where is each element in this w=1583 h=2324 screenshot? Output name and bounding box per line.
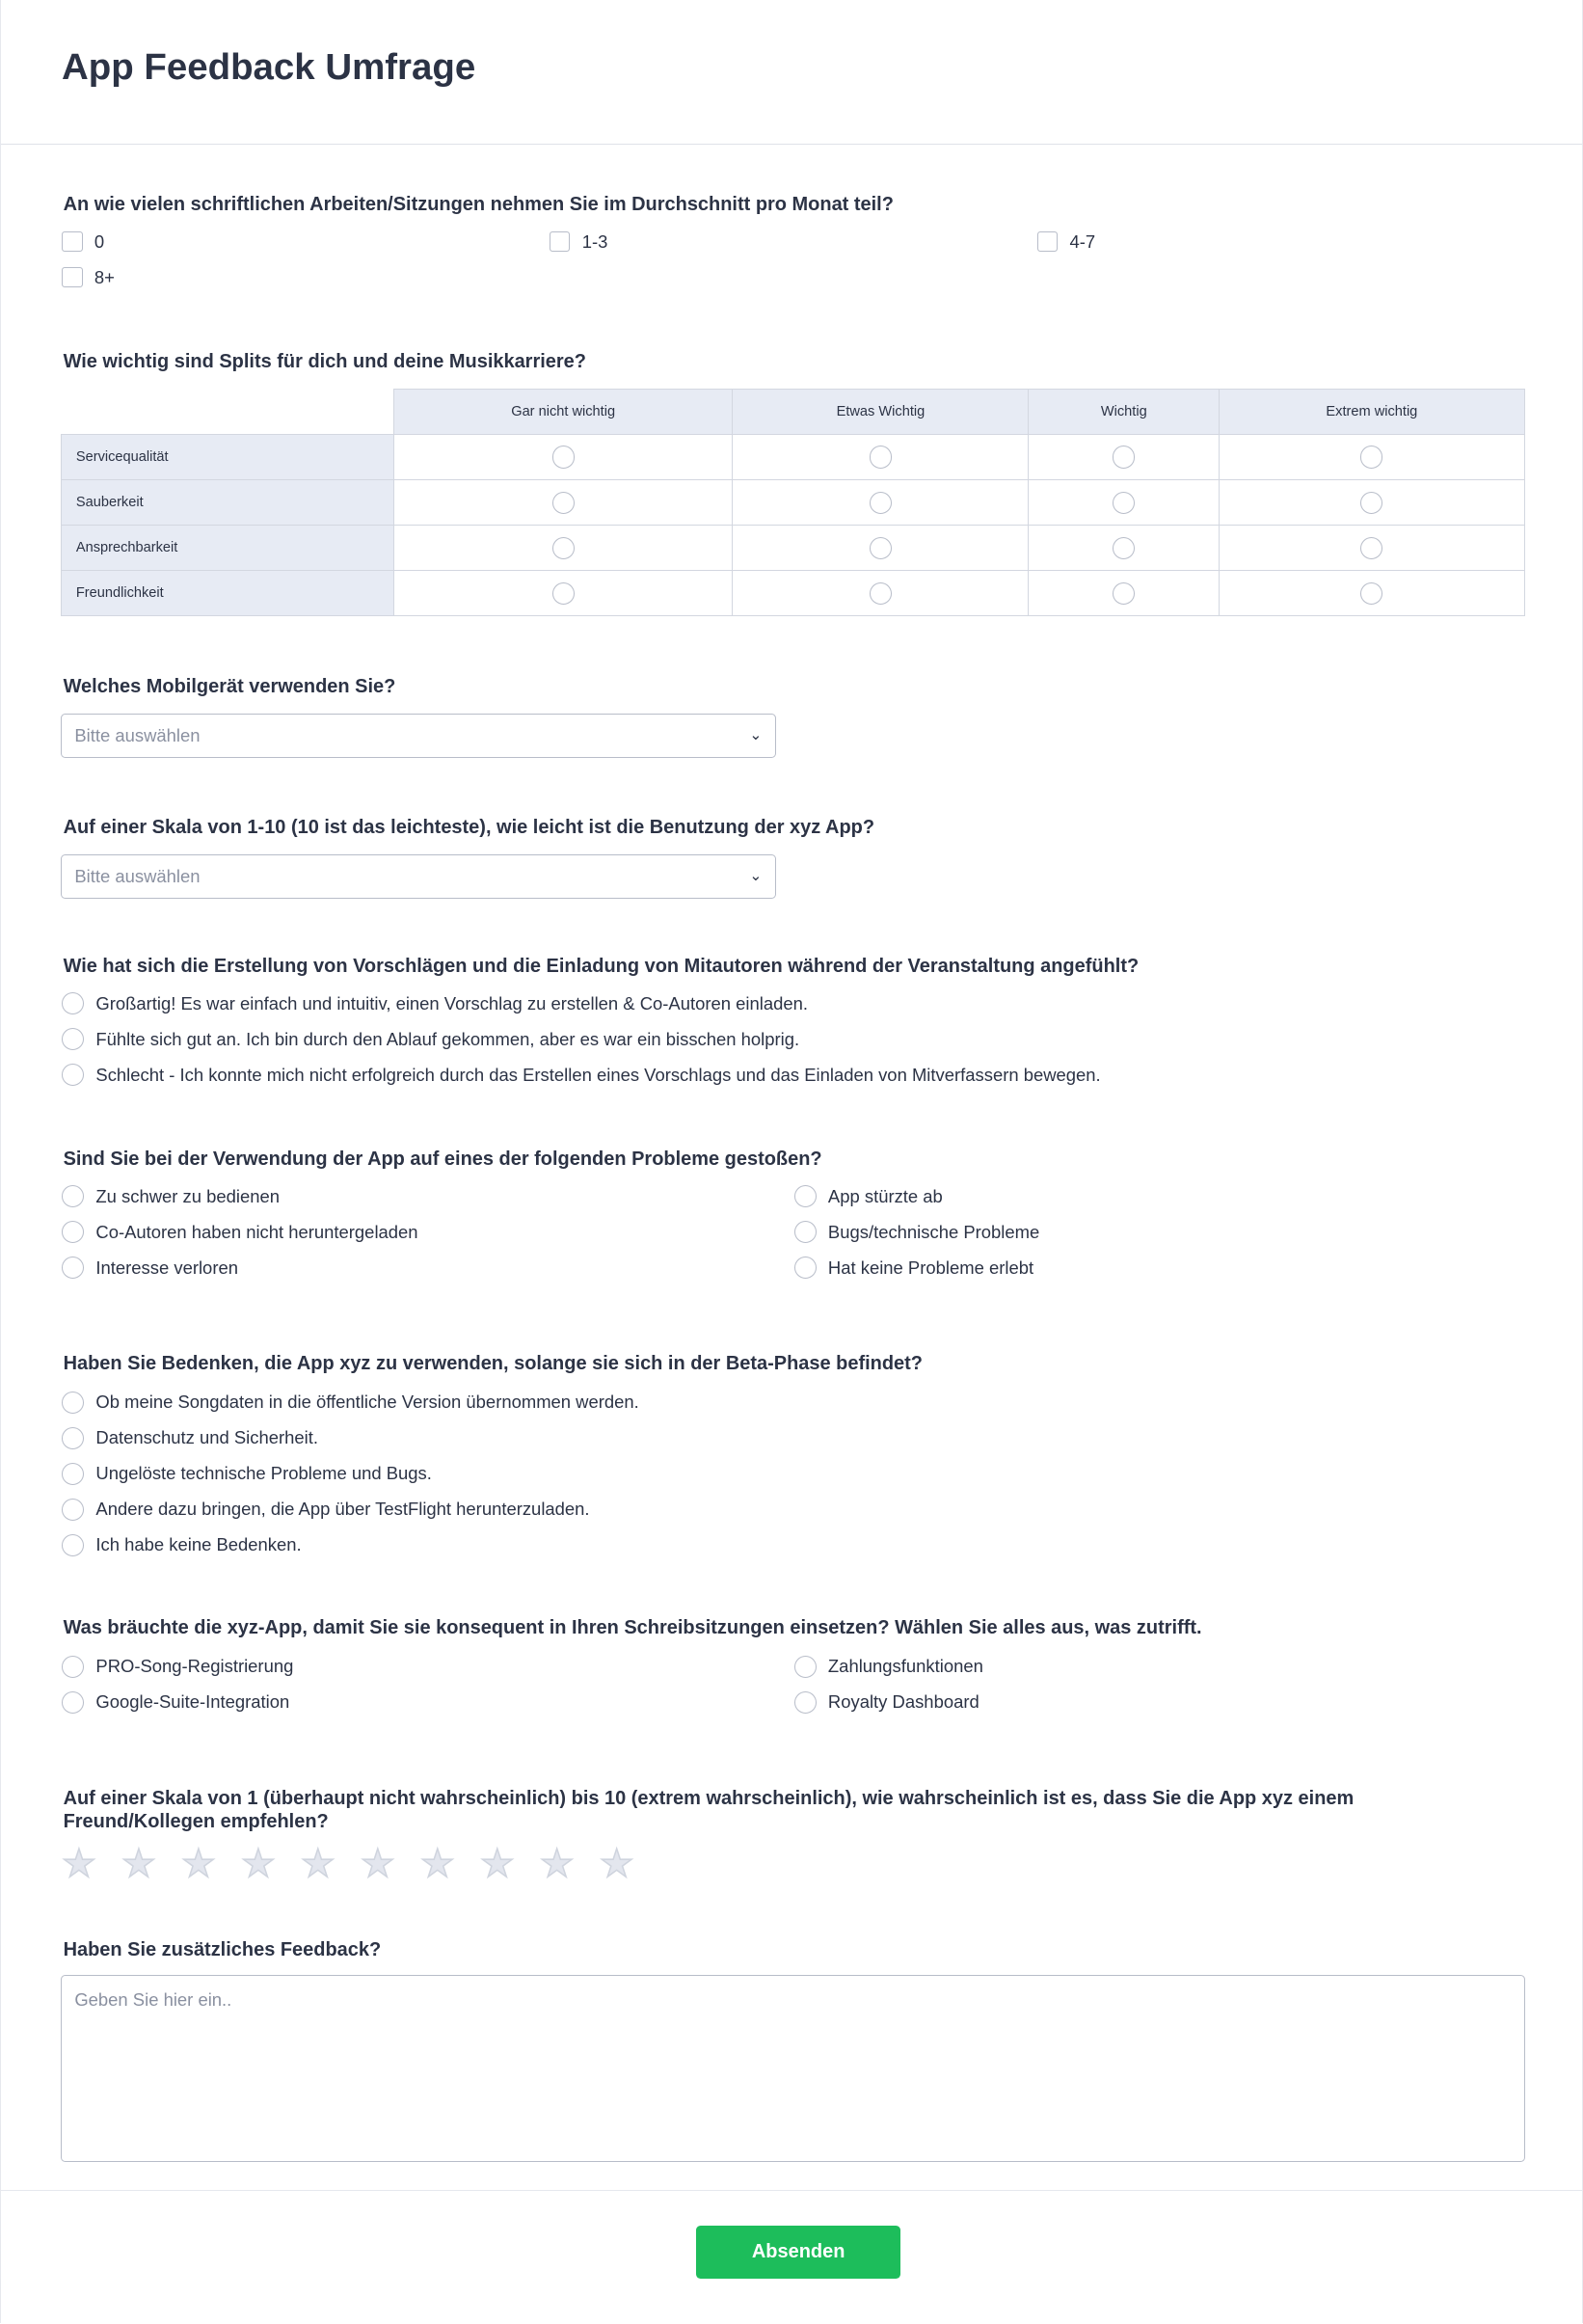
matrix-row xyxy=(61,526,1524,571)
option-label: Datenschutz und Sicherheit. xyxy=(95,1427,318,1448)
option-label: 1-3 xyxy=(581,230,608,252)
radio[interactable] xyxy=(552,492,575,514)
star-icon[interactable]: ★ xyxy=(240,1843,276,1886)
matrix-table xyxy=(61,389,1525,617)
option-label: 8+ xyxy=(94,266,115,287)
radio[interactable] xyxy=(62,1499,84,1521)
q7-option[interactable] xyxy=(62,1460,432,1487)
matrix-row xyxy=(61,480,1524,526)
radio[interactable] xyxy=(1360,537,1382,559)
q1-option[interactable] xyxy=(62,264,115,291)
radio[interactable] xyxy=(1113,537,1135,559)
select-placeholder: Bitte auswählen xyxy=(74,865,201,886)
star-icon[interactable]: ★ xyxy=(121,1843,156,1886)
radio[interactable] xyxy=(62,1463,84,1485)
matrix-column-header: Extrem wichtig xyxy=(1220,389,1524,434)
q8-option[interactable] xyxy=(794,1653,983,1680)
star-icon[interactable]: ★ xyxy=(599,1843,634,1886)
radio[interactable] xyxy=(794,1185,817,1207)
q7-option[interactable] xyxy=(62,1390,639,1417)
radio[interactable] xyxy=(62,1427,84,1449)
star-icon[interactable]: ★ xyxy=(419,1843,455,1886)
option-label: Co-Autoren haben nicht heruntergeladen xyxy=(95,1221,418,1242)
q7-option[interactable] xyxy=(62,1425,318,1452)
q6-option[interactable] xyxy=(62,1183,280,1210)
matrix-column-header: Wichtig xyxy=(1029,389,1220,434)
q7-option[interactable] xyxy=(62,1496,590,1523)
q1-label: An wie vielen schriftlichen Arbeiten/Sitzungen nehmen Sie im Durchschnitt pro Monat teil? xyxy=(63,193,894,215)
feedback-textarea[interactable] xyxy=(61,1975,1525,2162)
radio[interactable] xyxy=(62,992,84,1014)
star-icon[interactable]: ★ xyxy=(360,1843,395,1886)
checkbox[interactable] xyxy=(1037,231,1059,253)
submit-button[interactable]: Absenden xyxy=(696,2226,900,2279)
radio[interactable] xyxy=(1360,492,1382,514)
option-label: Hat keine Probleme erlebt xyxy=(827,1257,1034,1278)
star-icon[interactable]: ★ xyxy=(479,1843,515,1886)
radio[interactable] xyxy=(62,1392,84,1414)
q7-label: Haben Sie Bedenken, die App xyz zu verwenden, solange sie sich in der Beta-Phase befindet? xyxy=(63,1353,923,1375)
q6-option[interactable] xyxy=(794,1219,1040,1246)
q8-option[interactable] xyxy=(794,1689,979,1716)
q5-option[interactable] xyxy=(62,990,808,1017)
q6-option[interactable] xyxy=(62,1255,238,1282)
footer-divider xyxy=(1,2190,1582,2191)
matrix-row xyxy=(61,571,1524,616)
option-label: Ich habe keine Bedenken. xyxy=(95,1534,302,1555)
radio[interactable] xyxy=(62,1257,84,1279)
q6-option[interactable] xyxy=(794,1255,1034,1282)
matrix-row xyxy=(61,434,1524,479)
matrix-column-header: Etwas Wichtig xyxy=(733,389,1029,434)
option-label: Royalty Dashboard xyxy=(827,1691,979,1713)
device-select[interactable] xyxy=(61,714,777,758)
radio[interactable] xyxy=(794,1221,817,1243)
radio[interactable] xyxy=(870,492,892,514)
radio[interactable] xyxy=(1360,582,1382,605)
radio[interactable] xyxy=(552,446,575,468)
option-label: Zu schwer zu bedienen xyxy=(95,1185,281,1206)
option-label: Andere dazu bringen, die App über TestFlight herunterzuladen. xyxy=(95,1499,590,1520)
option-label: Fühlte sich gut an. Ich bin durch den Ablauf gekommen, aber es war ein bisschen holprig. xyxy=(95,1028,800,1049)
radio[interactable] xyxy=(1113,582,1135,605)
option-label: Großartig! Es war einfach und intuitiv, einen Vorschlag zu erstellen & Co-Autoren einladen. xyxy=(95,992,808,1013)
textarea-placeholder: Geben Sie hier ein.. xyxy=(74,1988,232,2010)
q2-label: Wie wichtig sind Splits für dich und deine Musikkarriere? xyxy=(63,350,586,372)
q8-option[interactable] xyxy=(62,1653,293,1680)
page-title: App Feedback Umfrage xyxy=(62,45,476,88)
q8-option[interactable] xyxy=(62,1689,289,1716)
q1-option[interactable] xyxy=(62,229,104,256)
matrix-row-header: Freundlichkeit xyxy=(61,571,393,616)
radio[interactable] xyxy=(552,582,575,605)
option-label: Google-Suite-Integration xyxy=(95,1691,290,1713)
q3-label: Welches Mobilgerät verwenden Sie? xyxy=(63,675,396,697)
radio[interactable] xyxy=(62,1064,84,1086)
option-label: Bugs/technische Probleme xyxy=(827,1221,1040,1242)
radio[interactable] xyxy=(62,1534,84,1556)
star-icon[interactable]: ★ xyxy=(539,1843,575,1886)
q6-option[interactable] xyxy=(794,1183,943,1210)
radio[interactable] xyxy=(1113,492,1135,514)
radio[interactable] xyxy=(1360,446,1382,468)
checkbox[interactable] xyxy=(62,231,83,253)
q8-label: Was bräuchte die xyz-App, damit Sie sie konsequent in Ihren Schreibsitzungen einsetzen? Wählen Sie alles aus, was zutrifft. xyxy=(63,1616,1202,1638)
checkbox[interactable] xyxy=(62,267,83,288)
star-icon[interactable]: ★ xyxy=(180,1843,216,1886)
matrix-row-header: Ansprechbarkeit xyxy=(61,526,393,571)
matrix-row-header: Sauberkeit xyxy=(61,480,393,526)
q5-label: Wie hat sich die Erstellung von Vorschlägen und die Einladung von Mitautoren während der Veranstaltung angefühlt? xyxy=(63,956,1140,978)
star-icon[interactable]: ★ xyxy=(300,1843,335,1886)
chevron-down-icon: ⌄ xyxy=(749,867,763,884)
radio[interactable] xyxy=(870,537,892,559)
option-label: Schlecht - Ich konnte mich nicht erfolgreich durch das Erstellen eines Vorschlags und das Einladen von Mitverfassern bewegen. xyxy=(95,1064,1101,1085)
matrix-row-header: Servicequalität xyxy=(61,434,393,479)
q6-label: Sind Sie bei der Verwendung der App auf eines der folgenden Probleme gestoßen? xyxy=(63,1148,822,1171)
star-rating[interactable] xyxy=(62,1843,634,1886)
radio[interactable] xyxy=(62,1691,84,1714)
chevron-down-icon: ⌄ xyxy=(749,726,763,743)
radio[interactable] xyxy=(794,1257,817,1279)
radio[interactable] xyxy=(62,1221,84,1243)
radio[interactable] xyxy=(1113,446,1135,468)
matrix-corner xyxy=(61,389,393,434)
radio[interactable] xyxy=(870,446,892,468)
option-label: 0 xyxy=(94,230,105,252)
q5-option[interactable] xyxy=(62,1062,1101,1089)
matrix-column-header: Gar nicht wichtig xyxy=(393,389,733,434)
option-label: Ungelöste technische Probleme und Bugs. xyxy=(95,1463,432,1484)
radio[interactable] xyxy=(794,1691,817,1714)
q1-option[interactable] xyxy=(1037,229,1095,256)
checkbox[interactable] xyxy=(550,231,571,253)
option-label: Interesse verloren xyxy=(95,1257,238,1278)
radio[interactable] xyxy=(62,1656,84,1678)
q9-label: Auf einer Skala von 1 (überhaupt nicht wahrscheinlich) bis 10 (extrem wahrscheinlich), wie wahrscheinlich ist es, dass Sie die App xyz einem Freund/Kollegen empfehlen? xyxy=(63,1787,1355,1833)
radio[interactable] xyxy=(62,1028,84,1050)
q4-label: Auf einer Skala von 1-10 (10 ist das leichteste), wie leicht ist die Benutzung der xyz App? xyxy=(63,816,875,838)
option-label: Ob meine Songdaten in die öffentliche Version übernommen werden. xyxy=(95,1392,639,1413)
q5-option[interactable] xyxy=(62,1026,799,1053)
q7-option[interactable] xyxy=(62,1531,302,1558)
header-divider xyxy=(1,144,1582,145)
radio[interactable] xyxy=(62,1185,84,1207)
star-icon[interactable]: ★ xyxy=(62,1843,96,1886)
radio[interactable] xyxy=(552,537,575,559)
radio[interactable] xyxy=(870,582,892,605)
option-label: PRO-Song-Registrierung xyxy=(95,1656,294,1677)
radio[interactable] xyxy=(794,1656,817,1678)
select-placeholder: Bitte auswählen xyxy=(74,724,201,745)
option-label: Zahlungsfunktionen xyxy=(827,1656,983,1677)
option-label: 4-7 xyxy=(1069,230,1096,252)
q1-option[interactable] xyxy=(550,229,607,256)
ease-select[interactable] xyxy=(61,854,777,899)
q6-option[interactable] xyxy=(62,1219,418,1246)
q10-label: Haben Sie zusätzliches Feedback? xyxy=(63,1938,382,1960)
option-label: App stürzte ab xyxy=(827,1185,943,1206)
